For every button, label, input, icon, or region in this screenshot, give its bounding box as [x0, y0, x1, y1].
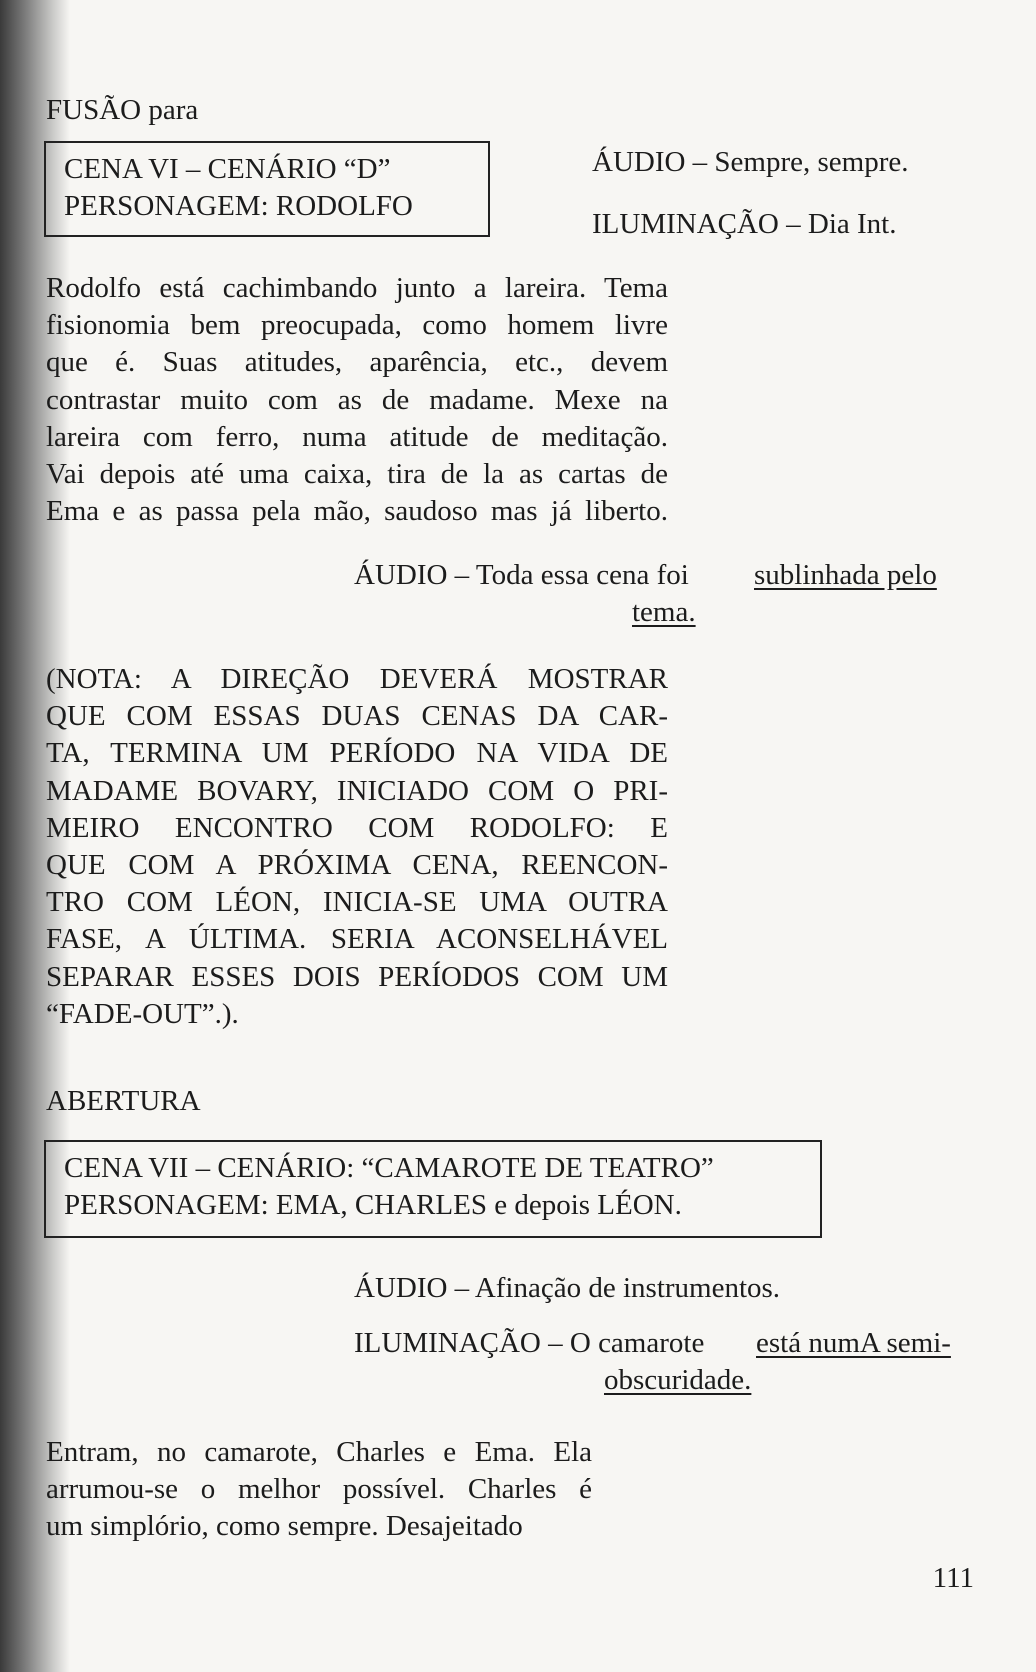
- text-line: MEIRO ENCONTRO COM RODOLFO: E: [46, 811, 668, 844]
- lighting-cue-1: ILUMINAÇÃO – Dia Int.: [592, 208, 897, 240]
- scene-6-description: [46, 270, 668, 530]
- text-line: Rodolfo está cachimbando junto a lareira. Tema: [46, 272, 668, 304]
- text-line: (NOTA: A DIREÇÃO DEVERÁ MOSTRAR: [46, 663, 668, 695]
- text-line: QUE COM ESSAS DUAS CENAS DA CAR-: [46, 700, 668, 733]
- audio-cue-2-underlined: sublinhada pelo: [754, 559, 937, 591]
- text-line: Entram, no camarote, Charles e Ema. Ela: [46, 1436, 592, 1468]
- scene-6-title: CENA VI – CENÁRIO “D”: [64, 153, 391, 185]
- text-line: FASE, A ÚLTIMA. SERIA ACONSELHÁVEL: [46, 923, 668, 956]
- text-line: QUE COM A PRÓXIMA CENA, REENCON-: [46, 849, 668, 882]
- text-line: que é. Suas atitudes, aparência, etc., devem: [46, 346, 668, 379]
- audio-cue-2-text: ÁUDIO – Toda essa cena foi: [354, 559, 689, 591]
- lighting-cue-2-underlined: está numA semi-: [756, 1327, 951, 1359]
- scene-7-characters: PERSONAGEM: EMA, CHARLES e depois LÉON.: [64, 1189, 682, 1221]
- text-line: fisionomia bem preocupada, como homem livre: [46, 309, 668, 342]
- scene-7-box: [44, 1140, 822, 1238]
- transition-label-2: ABERTURA: [46, 1085, 201, 1117]
- scene-7-description: [46, 1434, 592, 1546]
- text-line: SEPARAR ESSES DOIS PERÍODOS COM UM: [46, 960, 668, 993]
- text-line: lareira com ferro, numa atitude de meditação.: [46, 420, 668, 453]
- text-line: contrastar muito com as de madame. Mexe na: [46, 383, 668, 416]
- audio-cue-2-underlined-end: tema.: [632, 596, 696, 628]
- director-note: [46, 661, 668, 1033]
- text-line: TRO COM LÉON, INICIA-SE UMA OUTRA: [46, 886, 668, 919]
- scene-6-characters: PERSONAGEM: RODOLFO: [64, 190, 413, 222]
- text-line: TA, TERMINA UM PERÍODO NA VIDA DE: [46, 737, 668, 770]
- text-line: Ema e as passa pela mão, saudoso mas já liberto.: [46, 495, 668, 528]
- text-line: MADAME BOVARY, INICIADO COM O PRI-: [46, 774, 668, 807]
- lighting-cue-2: [354, 1325, 704, 1362]
- text-line: arrumou-se o melhor possível. Charles é: [46, 1473, 592, 1506]
- lighting-cue-2-text: ILUMINAÇÃO – O camarote: [354, 1327, 705, 1359]
- scene-6-box: [44, 141, 490, 237]
- text-line: Vai depois até uma caixa, tira de la as cartas de: [46, 458, 668, 491]
- audio-cue-3: ÁUDIO – Afinação de instrumentos.: [354, 1272, 781, 1304]
- transition-label: FUSÃO para: [46, 94, 199, 126]
- audio-cue-1: ÁUDIO – Sempre, sempre.: [592, 146, 909, 178]
- text-line: um simplório, como sempre. Desajeitado: [46, 1510, 523, 1543]
- audio-cue-2: [354, 557, 689, 594]
- page-number: 111: [932, 1562, 974, 1594]
- text-line: “FADE-OUT”.).: [46, 997, 239, 1030]
- lighting-cue-2-underlined-end: obscuridade.: [604, 1364, 752, 1396]
- scene-7-title: CENA VII – CENÁRIO: “CAMAROTE DE TEATRO”: [64, 1152, 714, 1184]
